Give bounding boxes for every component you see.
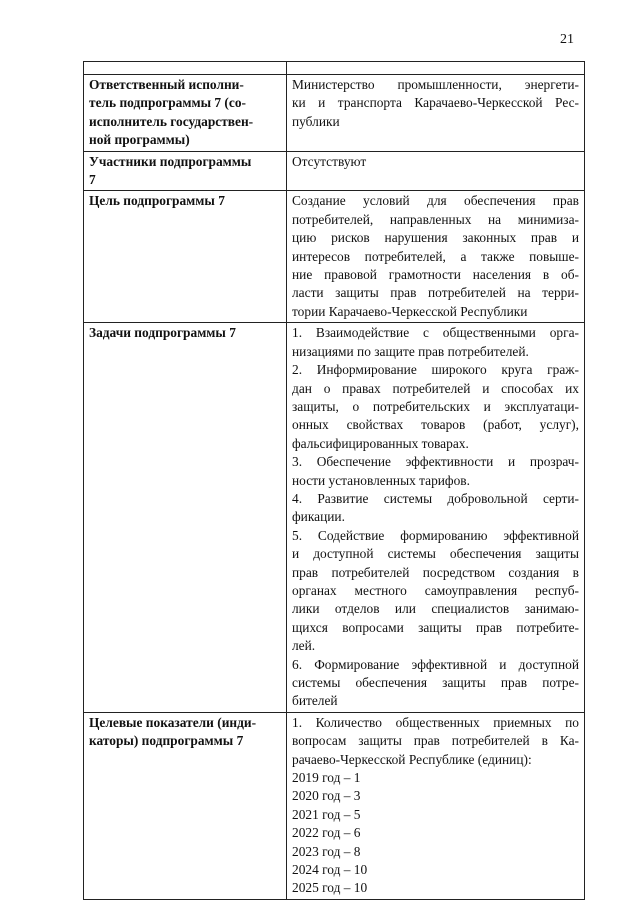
value-line: онных свойствах товаров (работ, услуг), [292, 417, 579, 433]
value-line: 3. Обеспечение эффективности и прозрач- [292, 454, 579, 470]
value-line: 6. Формирование эффективной и доступной [292, 656, 579, 672]
value-line: 2. Информирование широкого круга граж- [292, 362, 579, 378]
value-line: цию рисков нарушения законных прав и [292, 230, 579, 246]
value-line: Министерство промышленности, энергети- [292, 77, 579, 92]
value-line: ние правовой грамотности населения в об- [292, 267, 579, 283]
value-line: 2024 год – 10 [292, 862, 368, 878]
label-line: Участники подпрограммы [89, 153, 252, 169]
table-row [84, 323, 585, 713]
subprogram-passport-table [83, 61, 585, 900]
label-line: каторы) подпрограммы 7 [89, 733, 244, 749]
label-line: исполнитель государствен- [89, 113, 254, 129]
value-line: лики отделов или специалистов занимаю- [292, 601, 579, 617]
value-line: прав потребителей посредством создания в [292, 564, 579, 580]
value-line: рачаево-Черкесской Республике (единиц): [292, 751, 532, 767]
value-line: Отсутствуют [292, 153, 367, 169]
table-row [84, 712, 585, 899]
table-header-row [84, 62, 585, 75]
value-line: фикации. [292, 509, 345, 525]
row-value [287, 75, 585, 152]
label-line: ной программы) [89, 132, 190, 148]
value-line: 2023 год – 8 [292, 843, 361, 859]
table-row [84, 75, 585, 152]
value-line: ласти защиты прав потребителей на терри- [292, 285, 579, 301]
table-cell [287, 62, 585, 75]
value-line: 5. Содействие формированию эффективной [292, 527, 579, 543]
row-value [287, 323, 585, 713]
value-line: 2022 год – 6 [292, 825, 361, 841]
row-value [287, 712, 585, 899]
value-line: низациями по защите прав потребителей. [292, 343, 529, 359]
value-line: тории Карачаево-Черкесской Республики [292, 303, 528, 319]
value-line: лей. [292, 638, 316, 654]
value-line: 2025 год – 10 [292, 880, 368, 896]
value-line: 2021 год – 5 [292, 806, 361, 822]
value-line: 2019 год – 1 [292, 770, 361, 786]
row-label [84, 75, 287, 152]
label-line: Задачи подпрограммы 7 [89, 325, 236, 341]
row-label [84, 151, 287, 191]
table-cell [84, 62, 287, 75]
page-number: 21 [560, 32, 574, 47]
table-row [84, 191, 585, 323]
value-line: потребителей, направленных на минимиза- [292, 211, 579, 227]
value-line: 1. Взаимодействие с общественными орга- [292, 325, 579, 341]
row-value [287, 191, 585, 323]
row-label [84, 712, 287, 899]
value-line: ности установленных тарифов. [292, 472, 470, 488]
value-line: органах местного самоуправления респуб- [292, 582, 579, 598]
value-line: вопросам защиты прав потребителей в Ка- [292, 733, 579, 749]
value-line: бителей [292, 693, 338, 709]
label-line: тель подпрограммы 7 (со- [89, 95, 246, 111]
label-line: Целевые показатели (инди- [89, 714, 257, 730]
value-line: публики [292, 113, 340, 129]
value-line: фальсифицированных товарах. [292, 435, 469, 451]
row-label [84, 191, 287, 323]
value-line: 4. Развитие системы добровольной серти- [292, 490, 579, 506]
label-line: 7 [89, 172, 96, 188]
row-label [84, 323, 287, 713]
value-line: системы обеспечения защиты прав потре- [292, 675, 579, 690]
value-line: и доступной системы обеспечения защиты [292, 546, 579, 562]
label-line: Цель подпрограммы 7 [89, 193, 225, 209]
value-line: Создание условий для обеспечения прав [292, 193, 579, 209]
label-line: Ответственный исполни- [89, 77, 244, 92]
value-line: интересов потребителей, а также повыше- [292, 248, 579, 264]
value-line: 1. Количество общественных приемных по [292, 714, 579, 730]
row-value [287, 151, 585, 191]
value-line: защиты, о потребительских и эксплуатаци- [292, 398, 579, 414]
table-row [84, 151, 585, 191]
value-line: дан о правах потребителей и способах их [292, 380, 579, 396]
value-line: ки и транспорта Карачаево-Черкесской Рес- [292, 95, 579, 111]
value-line: 2020 год – 3 [292, 788, 361, 804]
value-line: щихся вопросами защиты прав потребите- [292, 619, 579, 635]
